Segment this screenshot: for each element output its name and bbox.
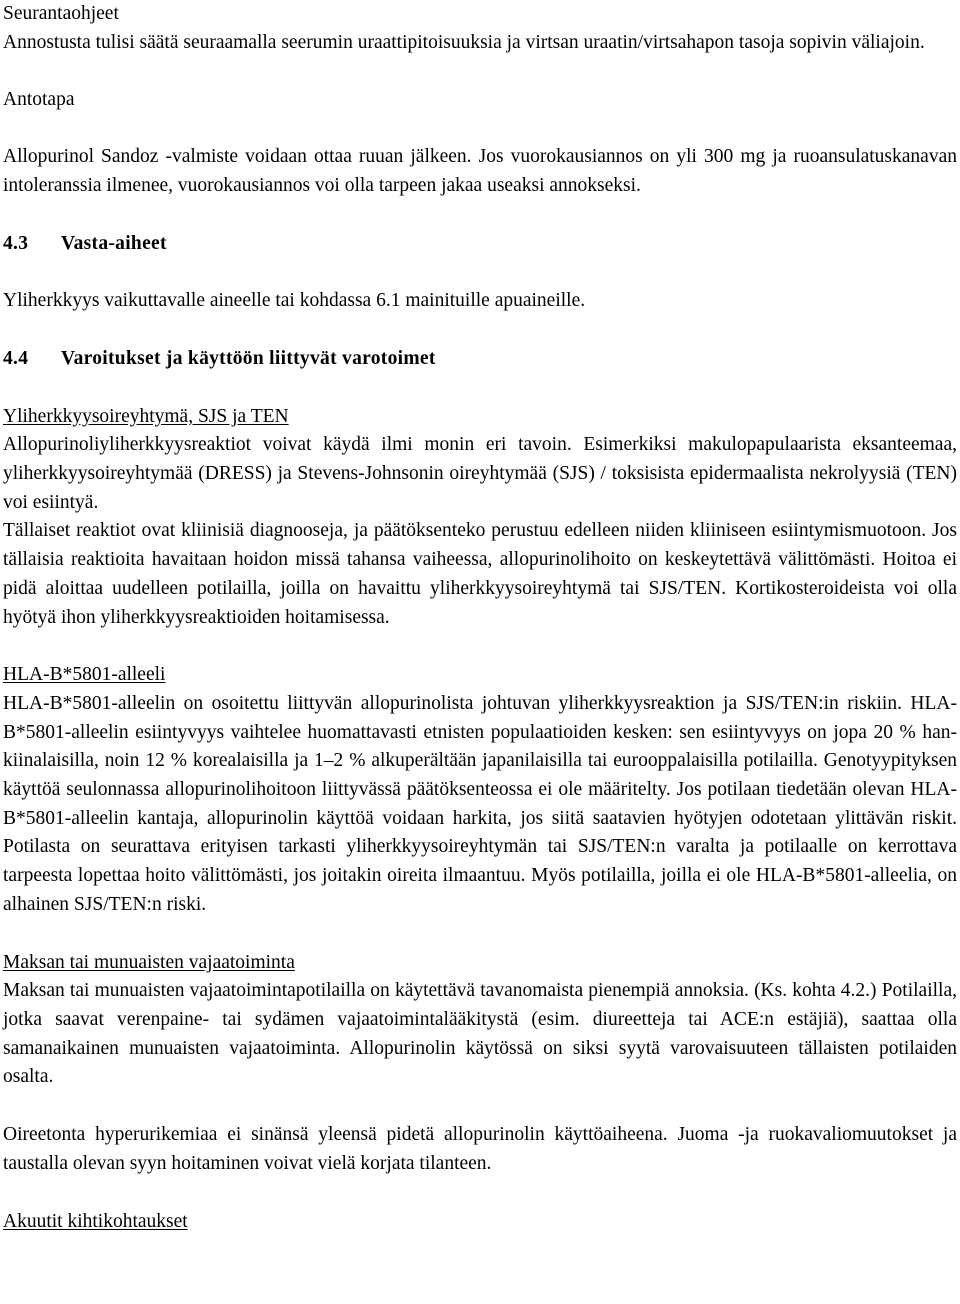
antotapa-text: Allopurinol Sandoz -valmiste voidaan ottaa ruuan jälkeen. Jos vuorokausiannos on yli 300 mg ja ruoansulatuskanavan intoleranssia ilmenee, vuorokausiannos voi olla tarpeen jakaa useaksi annokseksi. bbox=[3, 146, 957, 196]
section-title: Varoitukset ja käyttöön liittyvät varotoimet bbox=[61, 347, 436, 369]
yliherkkyys-para-2: Tällaiset reaktiot ovat kliinisiä diagnooseja, ja päätöksenteko perustuu edelleen niiden kliiniseen esiintymismuotoon. Jos tällaisia reaktioita havaitaan hoidon missä tahansa vaiheessa, allopurinolihoito on keskeytettävä välittömästi. Hoitoa ei pidä aloittaa uudelleen potilailla, joilla on havaittu yliherkkyysoireyhtymä tai SJS/TEN. Kortikosteroideista voi olla hyötyä ihon yliherkkyysreaktioiden hoitamisessa. bbox=[3, 520, 957, 628]
hla-heading: HLA-B*5801-alleeli bbox=[3, 664, 166, 686]
oireeton-text: Oireetonta hyperurikemiaa ei sinänsä yleensä pidetä allopurinolin käyttöaiheena. Juoma -ja ruokavaliomuutokset ja taustalla olevan syyn hoitaminen voivat vielä korjata tilanteen. bbox=[3, 1124, 957, 1174]
section-title: Vasta-aiheet bbox=[61, 232, 167, 254]
spacer bbox=[3, 632, 957, 661]
yliherkkyys-heading: Yliherkkyysoireyhtymä, SJS ja TEN bbox=[3, 405, 289, 427]
spacer bbox=[3, 1179, 957, 1208]
section-number: 4.3 bbox=[3, 232, 29, 254]
section-4-3-text: Yliherkkyys vaikuttavalle aineelle tai kohdassa 6.1 mainituille apuaineille. bbox=[3, 290, 586, 312]
maksa-text: Maksan tai munuaisten vajaatoimintapotilailla on käytettävä tavanomaista pienempiä annoksia. (Ks. kohta 4.2.) Potilailla, jotka saavat verenpaine- tai sydämen vajaatoimintalääkitystä (esim. diureetteja tai ACE:n estäjiä), saattaa olla samanaikainen munuaisten vajaatoiminta. Allopurinolin käytössä on siksi syytä varovaisuuteen tällaisten potilaiden osalta. bbox=[3, 980, 957, 1088]
spacer bbox=[3, 316, 957, 345]
seuranta-text: Annostusta tulisi säätä seuraamalla seerumin uraattipitoisuuksia ja virtsan uraatin/virtsahapon tasoja sopivin väliajoin. bbox=[3, 31, 925, 53]
spacer bbox=[3, 57, 957, 86]
seuranta-heading: Seurantaohjeet bbox=[3, 3, 119, 24]
maksa-heading: Maksan tai munuaisten vajaatoiminta bbox=[3, 951, 295, 973]
document-page bbox=[3, 0, 957, 1236]
spacer bbox=[3, 920, 957, 949]
section-number: 4.4 bbox=[3, 347, 29, 369]
spacer bbox=[3, 201, 957, 230]
akuutit-heading: Akuutit kihtikohtaukset bbox=[3, 1210, 188, 1232]
spacer bbox=[3, 374, 957, 403]
hla-text: HLA-B*5801-alleelin on osoitettu liittyvän allopurinolista johtuvan yliherkkyysreaktion ja SJS/TEN:in riskiin. HLA-B*5801-alleelin esiintyvyys vaihtelee huomattavasti etnisten populaatioiden kesken: sen esiintyvyys on jopa 20 % han-kiinalaisilla, noin 12 % korealaisilla ja 1–2 % alkuperältään japanilaisilla tai eurooppalaisilla potilailla. Genotyypityksen käyttöä seulonnassa allopurinolihoitoon liittyvässä päätöksenteossa ei ole määritelty. Jos potilaan tiedetään olevan HLA-B*5801-alleelin kantaja, allopurinolin käyttöä voidaan harkita, jos siitä saatavien hyötyjen odotetaan ylittävän riskit. Potilasta on seurattava erityisen tarkasti yliherkkyysoireyhtymän tai SJS/TEN:n varalta ja potilaalle on kerrottava tarpeesta lopettaa hoito välittömästi, jos joitakin oireita ilmaantuu. Myös potilailla, joilla ei ole HLA-B*5801-alleelia, on alhainen SJS/TEN:n riski. bbox=[3, 692, 957, 915]
section-4-3-heading bbox=[3, 230, 957, 259]
section-4-4-heading bbox=[3, 345, 957, 374]
antotapa-heading: Antotapa bbox=[3, 89, 75, 111]
spacer bbox=[3, 1092, 957, 1121]
spacer bbox=[3, 258, 957, 287]
spacer bbox=[3, 115, 957, 143]
yliherkkyys-para-1: Allopurinoliyliherkkyysreaktiot voivat käydä ilmi monin eri tavoin. Esimerkiksi makulopapulaarista eksanteemaa, yliherkkyysoireyhtymää (DRESS) ja Stevens-Johnsonin oireyhtymää (SJS) / toksisista epidermaalista nekrolyysiä (TEN) voi esiintyä. bbox=[3, 434, 957, 513]
